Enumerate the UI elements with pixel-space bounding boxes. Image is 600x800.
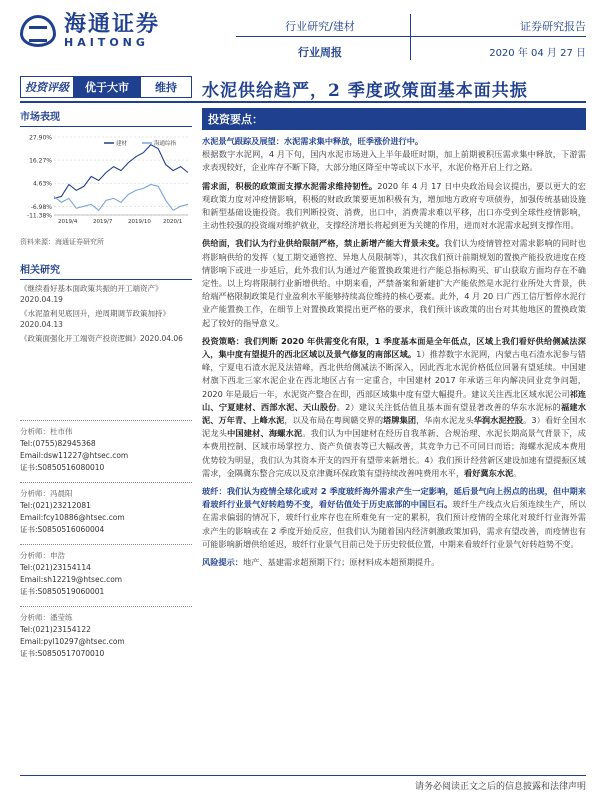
- rating-bar: [20, 76, 192, 98]
- logo-en: HAITONG: [64, 36, 149, 49]
- analyst-name: 分析师：冯晨阳: [20, 489, 73, 498]
- market-chart: [20, 131, 192, 231]
- related-section-title: 相关研究: [20, 265, 60, 276]
- left-column: [20, 108, 192, 344]
- rating-value: 优于大市: [73, 77, 141, 97]
- analyst-cert: 证书:S0850516060004: [20, 525, 105, 534]
- related-item[interactable]: 《继续看好基本面政策共振的开工端资产》2020.04.19: [20, 284, 163, 304]
- paragraph-outlook: [202, 135, 586, 175]
- strategy-stock: 看好冀东水泥: [464, 467, 514, 478]
- x-tick-label: 2019/10: [128, 219, 151, 225]
- paragraph-supply: [202, 237, 586, 329]
- strategy-stock: 福建水泥、万年青、上峰水泥: [202, 401, 586, 426]
- paragraph-demand: [202, 180, 586, 233]
- analyst-tel: Tel:(021)23154114: [20, 563, 91, 572]
- related-research: [20, 261, 192, 344]
- chart-source: 资料来源：海通证券研究所: [20, 238, 104, 246]
- strategy-text: 1）推荐数字水泥网，内蒙古电石渣水泥参与错峰，宁夏电石渣水泥及法错峰，西北供给侧减法不断深入，因此西北水泥价格低位回暑有望延续。中国建材旗下西北三家水泥企业在西北地区占有一定重合，中国建材 2017 年承诺三年内解决同业竞争问题，2020 年是最后一年，水泥资产整合在即，西部区域集中度有望大幅提升。建议关注西北区域水泥公司: [202, 349, 586, 399]
- analyst-cert: 证书:S0850516080010: [20, 463, 105, 472]
- paragraph-risk: [202, 556, 586, 569]
- report-header: [0, 0, 600, 62]
- header-divider: [410, 14, 411, 60]
- y-tick-label: 4.63%: [32, 180, 52, 188]
- paragraph-fiberglass: [202, 485, 586, 551]
- legend-label: 建材: [116, 141, 128, 147]
- analyst-tel: Tel:(0755)82945368: [20, 439, 96, 448]
- x-tick-label: 2020/1: [163, 219, 183, 225]
- strategy-text: 。: [513, 467, 522, 478]
- page-title: 水泥供给趋严，2 季度政策面基本面共振: [202, 81, 528, 101]
- analyst-card: [20, 420, 192, 474]
- investment-points: [202, 108, 586, 569]
- analyst-cert: 证书:S0850519060001: [20, 587, 105, 596]
- y-tick-label: -6.98%: [30, 203, 52, 211]
- x-tick-label: 2019/4: [58, 219, 78, 225]
- strategy-stock: 祁连山、宁夏建材、西部水泥、天山股份: [202, 388, 586, 412]
- report-date: 2020 年 04 月 27 日: [489, 48, 586, 59]
- analyst-email[interactable]: Email:pyl10297@htsec.com: [20, 637, 125, 646]
- strategy-stock: 塔牌集团: [383, 415, 417, 426]
- demand-text: 2020 年 4 月 17 日中央政治局会议提出，要以更大的宏观政策力度对冲疫情影响，积极的财政政策要更加积极有为，增加地方政府专项债券，加强传统基础设施和新型基础设施投资。我们判断投资、消费，出口中，消费需求难以平移，出口亦受到全球性疫情影响，主动性较强的投资端对维护就业，支撑经济增长将起到更为关键的作用，进而对水泥需求起到支撑作用。: [202, 180, 586, 231]
- strategy-text: 。3）看好全国水泥龙头: [202, 415, 586, 439]
- strategy-text: ，华南水泥龙头: [416, 415, 474, 426]
- rating-label: 投资评级: [25, 81, 69, 94]
- strategy-stock: 华润水泥控股: [473, 415, 524, 426]
- analyst-cert: 证书:S0850517070010: [20, 649, 105, 658]
- analyst-email[interactable]: Email:sh12219@htsec.com: [20, 575, 123, 584]
- report-category: 行业研究/建材: [285, 20, 355, 33]
- related-item[interactable]: 《水泥盈利见底回升，逆周期调节政策加持》2020.04.13: [20, 309, 170, 329]
- related-item[interactable]: 《政策面强化开工端资产投资逻辑》2020.04.06: [20, 334, 183, 343]
- title-rule: [20, 101, 586, 103]
- analyst-name: 分析师：杜市伟: [20, 427, 73, 436]
- strategy-text: 。我们认为中国建材在经历自我革新、合规治理、水泥长期高景气背景下，成本费用控制、区域市场掌控力、资产负债表等已大幅改善，其竞争力已不可同日而语；海螺水泥成本费用优势较为明显，我们认为其资本开支的四开有望带来新增长。4）我们预计经营新区建设加速有望提振区域需求，金隅冀东整合完成以及京津冀环保政策有望持续改善吨费用水平，: [202, 428, 586, 478]
- y-tick-label: 16.27%: [29, 157, 52, 165]
- supply-lead: 供给面，我们认为行业供给限制严格，禁止新增产能大背景未变。: [202, 238, 445, 249]
- analyst-name: 分析师：潘莹练: [20, 613, 73, 622]
- outlook-text: 根据数字水泥网，4 月下旬，国内水泥市场进入上半年最旺时期，加上前期被积压需求集中释放，下游需求表现较好，企业库存不断下降，大部分地区降至中等或以下水平，水泥价格开启上行之路。: [202, 149, 586, 173]
- haitong-logo: [20, 12, 160, 49]
- rating-status: 维持: [155, 81, 177, 94]
- analyst-email[interactable]: Email:dsw11227@htsec.com: [20, 451, 129, 460]
- supply-text: 我们认为疫情管控对需求影响的同时也将影响供给的发挥（复工期交通管控、异地人员限制等），其次我们预计前期规划的置换产能投放进度在疫情影响下或进一步延后，此外我们认为通过产能置换政策进行产能总指标购买、矿山获取方面均存在不确定性。以上均将限制行业新增供给。中期来看，严禁备案和新建扩大产能依然是水泥行业所处大背景，供给端严格限制政策是行业盈利水平能够持续高位维持的核心要素。此外，4 月 20 日广西工信厅暂停水泥行业产能置换工作，在细节上对置换政策提出更严格的要求，我们预计该政策的出台对其他地区的置换政策起了较好的指导意义。: [202, 238, 586, 328]
- strategy-lead: 投资策略：我们判断 2020 年供需变化有限，1 季度基本面是全年低点，区域上我们看好供给侧减法深入，集中度有望提升的西北区域以及景气修复的南部区域。: [202, 335, 586, 360]
- demand-lead: 需求面，积极的政策面支撑水泥需求维持韧性。: [202, 180, 378, 191]
- analyst-name: 分析师：申浩: [20, 551, 65, 560]
- series-line-building-materials: [54, 145, 188, 199]
- outlook-lead: 水泥景气跟踪及展望：水泥需求集中释放，旺季涨价进行中。: [202, 136, 424, 146]
- x-tick-label: 2019/7: [93, 219, 113, 225]
- disclaimer-footer: 请务必阅读正文之后的信息披露和法律声明: [414, 782, 586, 792]
- fiberglass-text: 玻纤生产线点火后须连续生产，所以在需求偏弱的情况下，玻纤行业库存也在所难免有一定的累积，我们预计疫情的全球化对玻纤行业海外需求产生的影响或在 2 季度开始反应，但我们认为随着国内经济刺激政策加码，需求有望改善，而疫情也有可能影响新增供给延迟，玻纤行业景气目前已处于历史较低位置，中期来看玻纤行业景气好转趋势不变。: [202, 499, 586, 549]
- paragraph-strategy: [202, 335, 586, 480]
- analyst-tel: Tel:(021)23212081: [20, 501, 91, 510]
- analyst-card: [20, 544, 192, 598]
- haitong-logo-icon: [20, 15, 56, 47]
- footer-rule: [20, 775, 586, 776]
- risk-lead: 风险提示：: [202, 557, 243, 568]
- analyst-tel: Tel:(021)23154122: [20, 625, 91, 634]
- analyst-email[interactable]: Email:fcy10886@htsec.com: [20, 513, 125, 522]
- analyst-card: [20, 482, 192, 536]
- strategy-text: ，以及布局在粤闽赣交界的: [284, 415, 384, 426]
- logo-cn: 海通证券: [64, 11, 161, 37]
- strategy-text: 。2）建议关注低估值且基本面有望显著改善的华东水泥标的: [336, 401, 561, 412]
- report-type: 行业周报: [298, 46, 342, 59]
- y-tick-label: -11.38%: [26, 212, 52, 220]
- doc-label: 证券研究报告: [520, 20, 586, 33]
- market-chart-svg: [20, 131, 192, 231]
- legend-label: 海通综指: [154, 141, 177, 147]
- analyst-card: [20, 606, 192, 660]
- risk-text: 地产、基建需求超预期下行；原材料成本超预期提升。: [242, 557, 440, 568]
- fiberglass-lead: 玻纤：我们认为疫情全球化或对 2 季度玻纤海外需求产生一定影响，延后景气向上拐点的出现，但中期来看玻纤行业景气好转趋势不变，看好估值处于历史底部的中国巨石。: [202, 486, 586, 510]
- y-tick-label: 27.90%: [29, 134, 52, 142]
- market-section-title: 市场表现: [20, 112, 60, 123]
- analyst-list: [20, 420, 192, 668]
- strategy-stock: 中国建材、海螺水泥: [227, 428, 303, 439]
- points-section-title: 投资要点：: [202, 108, 586, 130]
